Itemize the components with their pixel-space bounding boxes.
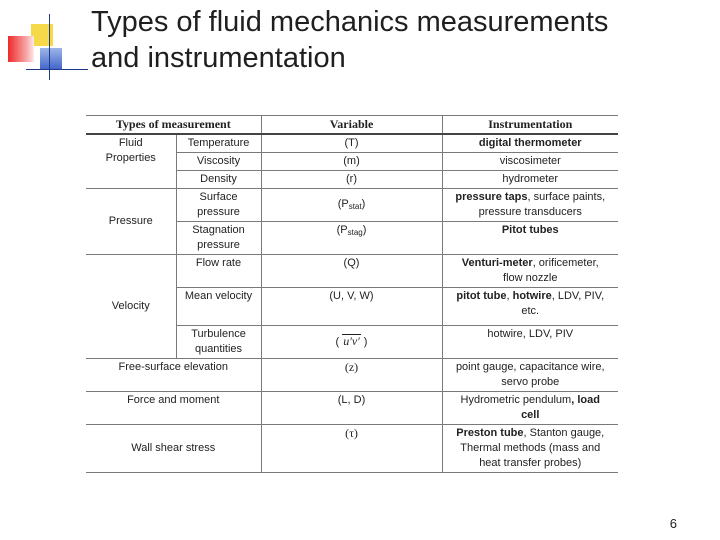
variable-force-moment: (L, D) (261, 392, 442, 425)
instrument-text: , surface paints, (527, 191, 606, 203)
decor-red-square (8, 36, 34, 62)
decor-vertical-line (49, 14, 50, 80)
measure-line: quantities (194, 343, 243, 355)
variable-wall-shear: (τ) (261, 425, 442, 473)
measure-line: Stagnation (192, 224, 245, 236)
instrument-viscosity: viscosimeter (442, 153, 618, 171)
instrument-text: , Stanton gauge, (523, 427, 605, 439)
instrument-highlight: pitot tube (456, 290, 507, 302)
instrument-line: heat transfer probes) (479, 457, 582, 469)
var-subscript: stag (347, 228, 363, 237)
decor-blue-square (40, 48, 62, 70)
instrument-line: cell (521, 409, 540, 421)
measure-line: Turbulence (191, 328, 246, 340)
variable-mean-velocity: (U, V, W) (261, 288, 442, 326)
instrument-highlight: Venturi-meter (461, 257, 533, 269)
measure-line: pressure (197, 239, 240, 251)
table-row (86, 255, 618, 288)
variable-flow-rate: (Q) (261, 255, 442, 288)
instrument-surface-pressure (442, 189, 618, 222)
category-velocity: Velocity (86, 255, 176, 359)
measure-surface-pressure (176, 189, 261, 222)
measure-line: pressure (197, 206, 240, 218)
instrument-text: Hydrometric pendulum (460, 394, 572, 406)
header-types-of-measurement: Types of measurement (86, 116, 261, 135)
category-label-line: Fluid (118, 137, 143, 149)
variable-viscosity: (m) (261, 153, 442, 171)
category-label-line: Properties (105, 152, 156, 164)
table-row (86, 134, 618, 153)
page-number: 6 (669, 516, 677, 531)
table-row (86, 392, 618, 425)
instrument-density: hydrometer (442, 171, 618, 189)
measure-viscosity: Viscosity (176, 153, 261, 171)
measure-wall-shear-stress: Wall shear stress (86, 425, 261, 473)
slide-title-line-2: and instrumentation (91, 42, 346, 74)
variable-stagnation-pressure (261, 222, 442, 255)
var-text: ) (363, 336, 368, 348)
measure-flow-rate: Flow rate (176, 255, 261, 288)
instrument-highlight: , load (571, 394, 600, 406)
variable-surface-pressure (261, 189, 442, 222)
instrument-text: , LDV, PIV, (551, 290, 605, 302)
instrument-text: , orificemeter, (532, 257, 599, 269)
var-text: (P (337, 197, 349, 210)
measure-stagnation-pressure (176, 222, 261, 255)
table-row (86, 425, 618, 473)
measure-mean-velocity: Mean velocity (176, 288, 261, 326)
measure-temperature: Temperature (176, 134, 261, 153)
instrument-highlight: Preston tube (456, 427, 524, 439)
var-subscript: stat (348, 201, 362, 211)
instrument-highlight: hotwire (512, 290, 552, 302)
table-row (86, 359, 618, 392)
instrument-temperature: digital thermometer (442, 134, 618, 153)
measure-turbulence (176, 326, 261, 359)
slide-title-line-1: Types of fluid mechanics measurements (91, 6, 609, 38)
instrument-text: , (506, 290, 513, 302)
var-overline: u'v' (343, 334, 360, 348)
instrument-wall-shear (442, 425, 618, 473)
decor-horizontal-line (26, 69, 88, 70)
measure-line: Surface (199, 191, 238, 203)
variable-density: (r) (261, 171, 442, 189)
instrument-flow-rate (442, 255, 618, 288)
var-text: ) (362, 224, 367, 236)
table-row (86, 189, 618, 222)
header-instrumentation: Instrumentation (442, 116, 618, 135)
instrument-mean-velocity (442, 288, 618, 326)
instrument-free-surface (442, 359, 618, 392)
var-text: ( (335, 336, 340, 348)
instrument-force-moment (442, 392, 618, 425)
var-text: (P (336, 224, 348, 236)
header-variable: Variable (261, 116, 442, 135)
variable-temperature: (T) (261, 134, 442, 153)
measurement-table (86, 115, 618, 473)
measure-force-and-moment: Force and moment (86, 392, 261, 425)
instrument-line: Thermal methods (mass and (460, 442, 601, 454)
measure-density: Density (176, 171, 261, 189)
instrument-stagnation-pressure: Pitot tubes (442, 222, 618, 255)
instrument-highlight: pressure taps (455, 191, 528, 203)
instrument-line: servo probe (501, 376, 560, 388)
instrument-line: etc. (521, 305, 540, 317)
instrument-line: pressure transducers (478, 206, 582, 218)
measure-free-surface-elevation: Free-surface elevation (86, 359, 261, 392)
instrument-turbulence: hotwire, LDV, PIV (442, 326, 618, 359)
category-fluid-properties (86, 134, 176, 189)
category-pressure: Pressure (86, 189, 176, 255)
slide-title (91, 4, 706, 76)
variable-free-surface: (z) (261, 359, 442, 392)
variable-turbulence (261, 326, 442, 359)
instrument-line: point gauge, capacitance wire, (455, 361, 605, 373)
table-header-row (86, 116, 618, 135)
var-text: ) (361, 197, 366, 210)
instrument-line: flow nozzle (503, 272, 558, 284)
